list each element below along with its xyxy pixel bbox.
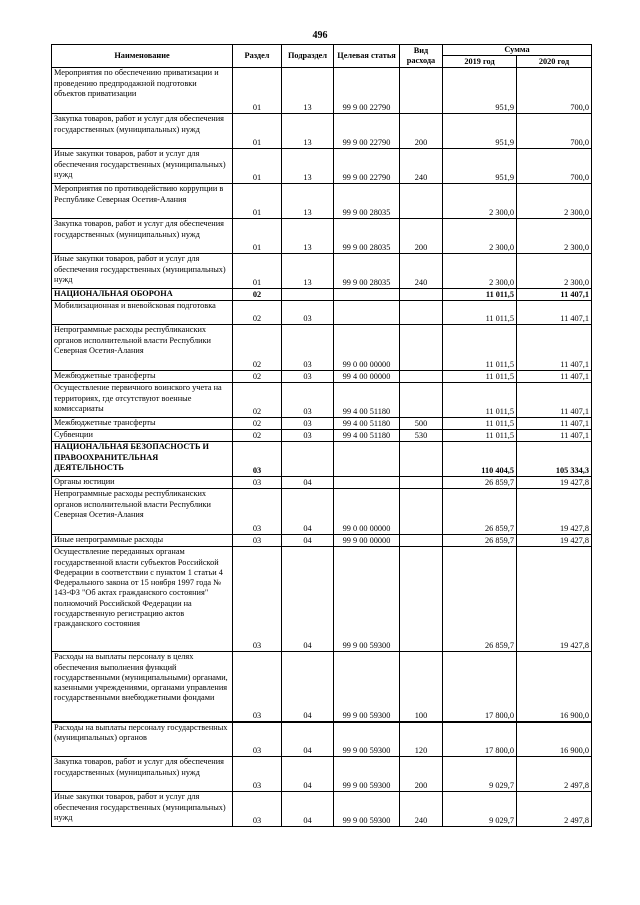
row-expense-type [400, 301, 443, 325]
row-target-item: 99 9 00 22790 [334, 149, 400, 184]
row-name: Мобилизационная и вневойсковая подготовка [52, 301, 233, 325]
row-section: 02 [233, 325, 282, 371]
row-target-item: 99 9 00 59300 [334, 652, 400, 722]
row-name: Межбюджетные трансферты [52, 371, 233, 383]
table-row [52, 301, 592, 325]
row-value-2019: 26 859,7 [443, 535, 517, 547]
row-expense-type [400, 489, 443, 535]
row-section: 02 [233, 301, 282, 325]
row-value-2020: 11 407,1 [517, 418, 592, 430]
row-value-2020: 2 300,0 [517, 184, 592, 219]
table-header [52, 45, 592, 68]
row-subsection: 04 [282, 535, 334, 547]
table-row [52, 254, 592, 289]
table-row [52, 792, 592, 827]
row-name: Иные закупки товаров, работ и услуг для обеспечения государственных (муниципальных) нужд [52, 792, 233, 827]
row-expense-type: 120 [400, 722, 443, 757]
row-target-item: 99 9 00 59300 [334, 792, 400, 827]
row-name: Расходы на выплаты персоналу в целях обеспечения выполнения функций государственными (муниципальными) органами, казенными учреждениями, органами управления государственными внебюджетными фондами [52, 652, 233, 722]
table-row [52, 289, 592, 301]
row-value-2019: 2 300,0 [443, 184, 517, 219]
row-value-2020: 19 427,8 [517, 477, 592, 489]
header-target-item: Целевая статья [334, 45, 400, 68]
row-target-item: 99 9 00 00000 [334, 535, 400, 547]
row-target-item: 99 9 00 22790 [334, 68, 400, 114]
row-expense-type: 200 [400, 219, 443, 254]
row-target-item: 99 9 00 28035 [334, 184, 400, 219]
row-value-2020: 11 407,1 [517, 289, 592, 301]
row-target-item: 99 0 00 00000 [334, 489, 400, 535]
row-expense-type: 200 [400, 757, 443, 792]
row-value-2019: 11 011,5 [443, 289, 517, 301]
row-value-2019: 11 011,5 [443, 301, 517, 325]
table-row [52, 722, 592, 757]
row-value-2019: 11 011,5 [443, 383, 517, 418]
row-value-2020: 2 497,8 [517, 792, 592, 827]
row-value-2020: 16 900,0 [517, 722, 592, 757]
row-name: Органы юстиции [52, 477, 233, 489]
row-section: 01 [233, 254, 282, 289]
row-value-2020: 11 407,1 [517, 383, 592, 418]
row-target-item: 99 4 00 51180 [334, 418, 400, 430]
row-subsection: 03 [282, 430, 334, 442]
row-value-2020: 11 407,1 [517, 325, 592, 371]
row-section: 03 [233, 489, 282, 535]
row-target-item [334, 301, 400, 325]
row-subsection: 04 [282, 792, 334, 827]
row-section: 01 [233, 149, 282, 184]
row-target-item: 99 4 00 51180 [334, 430, 400, 442]
table-row [52, 442, 592, 477]
row-target-item: 99 9 00 59300 [334, 722, 400, 757]
row-expense-type [400, 68, 443, 114]
row-subsection: 03 [282, 371, 334, 383]
row-expense-type [400, 535, 443, 547]
row-value-2020: 2 497,8 [517, 757, 592, 792]
table-row [52, 652, 592, 722]
row-value-2019: 9 029,7 [443, 757, 517, 792]
row-target-item: 99 9 00 59300 [334, 757, 400, 792]
row-target-item: 99 9 00 22790 [334, 114, 400, 149]
header-expense-type: Вид расхода [400, 45, 443, 68]
row-value-2019: 26 859,7 [443, 489, 517, 535]
header-sum: Сумма [443, 45, 592, 56]
row-value-2020: 11 407,1 [517, 371, 592, 383]
header-section: Раздел [233, 45, 282, 68]
row-value-2019: 2 300,0 [443, 219, 517, 254]
row-subsection: 13 [282, 114, 334, 149]
header-subsection: Подраздел [282, 45, 334, 68]
row-expense-type: 240 [400, 792, 443, 827]
row-name: Субвенции [52, 430, 233, 442]
row-expense-type [400, 442, 443, 477]
row-name: Межбюджетные трансферты [52, 418, 233, 430]
row-section: 01 [233, 68, 282, 114]
row-value-2019: 17 800,0 [443, 652, 517, 722]
row-target-item [334, 442, 400, 477]
row-name: Закупка товаров, работ и услуг для обеспечения государственных (муниципальных) нужд [52, 114, 233, 149]
row-subsection: 13 [282, 254, 334, 289]
header-year-2019: 2019 год [443, 56, 517, 68]
row-section: 02 [233, 383, 282, 418]
row-subsection: 04 [282, 652, 334, 722]
header-name: Наименование [52, 45, 233, 68]
row-section: 03 [233, 442, 282, 477]
row-target-item [334, 477, 400, 489]
row-value-2020: 19 427,8 [517, 535, 592, 547]
row-subsection: 13 [282, 68, 334, 114]
row-section: 02 [233, 289, 282, 301]
row-value-2020: 700,0 [517, 114, 592, 149]
row-subsection: 04 [282, 477, 334, 489]
row-name: Закупка товаров, работ и услуг для обеспечения государственных (муниципальных) нужд [52, 219, 233, 254]
row-subsection: 13 [282, 219, 334, 254]
row-subsection [282, 289, 334, 301]
row-subsection: 04 [282, 757, 334, 792]
row-name: Иные непрограммные расходы [52, 535, 233, 547]
row-value-2019: 11 011,5 [443, 430, 517, 442]
row-name: Закупка товаров, работ и услуг для обеспечения государственных (муниципальных) нужд [52, 757, 233, 792]
row-expense-type: 200 [400, 114, 443, 149]
row-value-2020: 19 427,8 [517, 547, 592, 652]
row-section: 01 [233, 184, 282, 219]
row-expense-type [400, 289, 443, 301]
row-section: 03 [233, 792, 282, 827]
table-row [52, 68, 592, 114]
row-value-2020: 700,0 [517, 68, 592, 114]
row-value-2019: 26 859,7 [443, 547, 517, 652]
table-row [52, 114, 592, 149]
row-expense-type: 100 [400, 652, 443, 722]
row-subsection: 03 [282, 418, 334, 430]
row-value-2019: 17 800,0 [443, 722, 517, 757]
row-subsection [282, 442, 334, 477]
row-target-item: 99 4 00 00000 [334, 371, 400, 383]
row-name: Непрограммные расходы республиканских органов исполнительной власти Республики Северная Осетия-Алания [52, 489, 233, 535]
table-body [52, 68, 592, 827]
table-row [52, 535, 592, 547]
page-number: 496 [312, 30, 328, 41]
row-value-2019: 9 029,7 [443, 792, 517, 827]
row-subsection: 13 [282, 149, 334, 184]
row-subsection: 04 [282, 722, 334, 757]
row-target-item: 99 9 00 28035 [334, 254, 400, 289]
row-section: 03 [233, 757, 282, 792]
row-section: 02 [233, 430, 282, 442]
row-target-item: 99 4 00 51180 [334, 383, 400, 418]
row-value-2019: 951,9 [443, 149, 517, 184]
row-expense-type [400, 547, 443, 652]
table-row [52, 757, 592, 792]
row-target-item: 99 9 00 28035 [334, 219, 400, 254]
row-expense-type: 530 [400, 430, 443, 442]
table-row [52, 184, 592, 219]
row-name: НАЦИОНАЛЬНАЯ ОБОРОНА [52, 289, 233, 301]
table-row [52, 371, 592, 383]
row-value-2019: 26 859,7 [443, 477, 517, 489]
table-row [52, 418, 592, 430]
table-row [52, 489, 592, 535]
row-value-2020: 19 427,8 [517, 489, 592, 535]
row-subsection: 03 [282, 325, 334, 371]
row-value-2020: 11 407,1 [517, 301, 592, 325]
row-section: 03 [233, 652, 282, 722]
row-value-2019: 11 011,5 [443, 418, 517, 430]
table-row [52, 477, 592, 489]
row-subsection: 03 [282, 383, 334, 418]
row-name: Расходы на выплаты персоналу государственных (муниципальных) органов [52, 722, 233, 757]
row-subsection: 04 [282, 489, 334, 535]
row-expense-type: 240 [400, 149, 443, 184]
row-section: 03 [233, 722, 282, 757]
table-row [52, 430, 592, 442]
row-expense-type [400, 371, 443, 383]
row-name: Иные закупки товаров, работ и услуг для обеспечения государственных (муниципальных) нужд [52, 149, 233, 184]
row-section: 02 [233, 371, 282, 383]
row-value-2020: 16 900,0 [517, 652, 592, 722]
row-name: Осуществление переданных органам государственной власти субъектов Российской Федерации в соответствии с пунктом 1 статьи 4 Федерального закона от 15 ноября 1997 года № 143-ФЗ "Об актах гражданского состояния" полномочий Российской Федерации на государственную регистрацию актов гражданского состояния [52, 547, 233, 652]
row-name: Осуществление первичного воинского учета на территориях, где отсутствуют военные комиссариаты [52, 383, 233, 418]
row-name: Непрограммные расходы республиканских органов исполнительной власти Республики Северная Осетия-Алания [52, 325, 233, 371]
header-year-2020: 2020 год [517, 56, 592, 68]
table-row [52, 219, 592, 254]
row-target-item [334, 289, 400, 301]
row-value-2020: 105 334,3 [517, 442, 592, 477]
row-expense-type [400, 325, 443, 371]
row-value-2019: 11 011,5 [443, 325, 517, 371]
row-section: 03 [233, 535, 282, 547]
row-value-2019: 11 011,5 [443, 371, 517, 383]
row-value-2019: 951,9 [443, 68, 517, 114]
row-section: 02 [233, 418, 282, 430]
row-name: Мероприятия по противодействию коррупции в Республике Северная Осетия-Алания [52, 184, 233, 219]
row-value-2019: 110 404,5 [443, 442, 517, 477]
row-value-2019: 2 300,0 [443, 254, 517, 289]
row-value-2019: 951,9 [443, 114, 517, 149]
table-row [52, 149, 592, 184]
row-name: Мероприятия по обеспечению приватизации и проведению предпродажной подготовки объектов приватизации [52, 68, 233, 114]
row-subsection: 04 [282, 547, 334, 652]
row-section: 03 [233, 547, 282, 652]
table-row [52, 383, 592, 418]
row-section: 03 [233, 477, 282, 489]
row-section: 01 [233, 219, 282, 254]
row-expense-type [400, 383, 443, 418]
row-target-item: 99 9 00 59300 [334, 547, 400, 652]
table-row [52, 547, 592, 652]
row-value-2020: 11 407,1 [517, 430, 592, 442]
row-expense-type [400, 184, 443, 219]
row-name: Иные закупки товаров, работ и услуг для обеспечения государственных (муниципальных) нужд [52, 254, 233, 289]
row-name: НАЦИОНАЛЬНАЯ БЕЗОПАСНОСТЬ И ПРАВООХРАНИТЕЛЬНАЯ ДЕЯТЕЛЬНОСТЬ [52, 442, 233, 477]
row-value-2020: 700,0 [517, 149, 592, 184]
row-value-2020: 2 300,0 [517, 254, 592, 289]
row-expense-type [400, 477, 443, 489]
budget-table [51, 44, 592, 827]
row-section: 01 [233, 114, 282, 149]
row-subsection: 13 [282, 184, 334, 219]
row-target-item: 99 0 00 00000 [334, 325, 400, 371]
row-value-2020: 2 300,0 [517, 219, 592, 254]
row-expense-type: 240 [400, 254, 443, 289]
table-row [52, 325, 592, 371]
row-expense-type: 500 [400, 418, 443, 430]
row-subsection: 03 [282, 301, 334, 325]
